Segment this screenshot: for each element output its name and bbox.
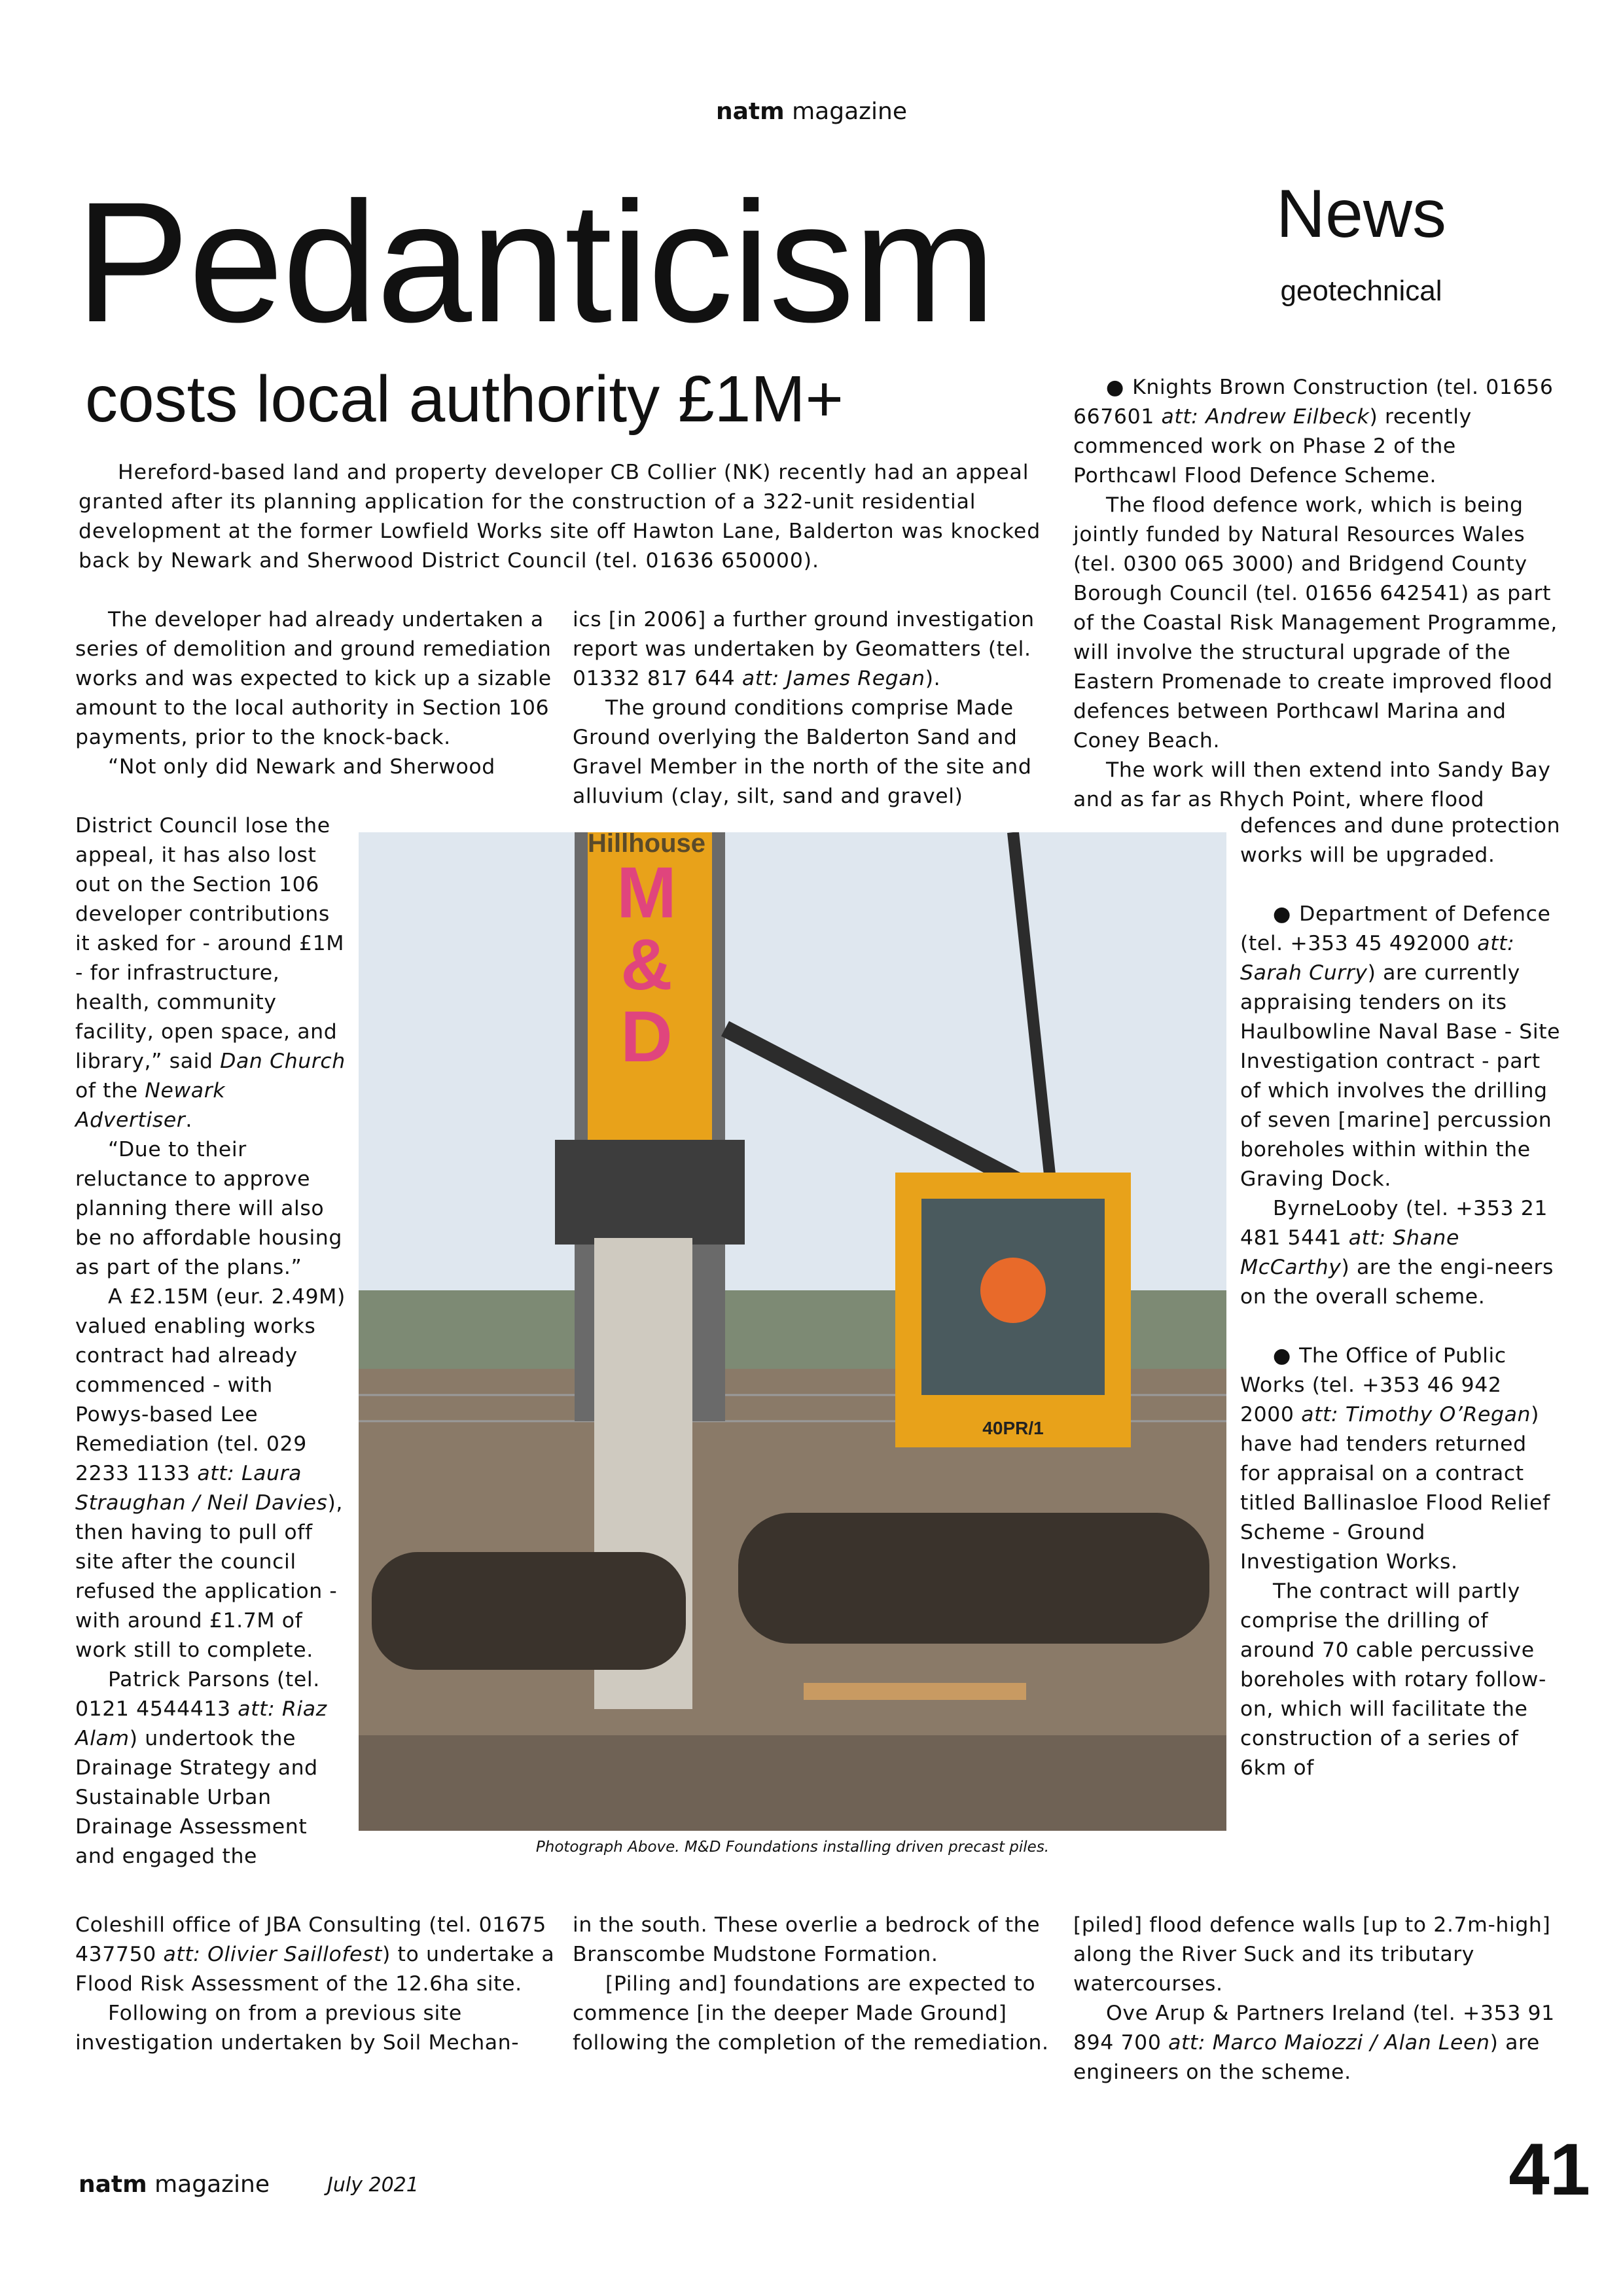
section-title: News [1275,176,1447,252]
footer-magazine-name: natm magazine [79,2171,270,2198]
hammer-logo-m: M [616,853,677,933]
column-2-top: ics [in 2006] a further ground investigation report was undertaken by Geomatters (tel. 01332 817 644 att: James Regan). The ground conditions comprise Made Ground overlying the Balderton Sand and Gravel Member in the north of the site and alluvium (clay, silt, sand and gravel) [573,608,1035,808]
headline: Pedanticism [75,166,995,358]
column-3-top: ● Knights Brown Construction (tel. 01656 667601 att: Andrew Eilbeck) recently commenced work on Phase 2 of the Porthcawl Flood Defence Scheme. The flood defence work, which is being jointly funded by Natural Resources Wales (tel. 0300 065 3000) and Bridgend County Borough Council (tel. 01656 642541) as part of the Coastal Risk Management Programme, will involve the structural upgrade of the Eastern Promenade to create improved flood defences between Porthcawl Marina and Coney Beach. The work will then extend into Sandy Bay and as far as Rhych Point, where flood [1073,373,1558,815]
column-1-narrow: District Council lose the appeal, it has also lost out on the Section 106 developer contributions it asked for - around £1M - for infrastructure, health, community facility, open space, and library,” said Dan Church of the Newark Advertiser. “Due to their reluctance to approve planning there will also be no affordable housing as part of the plans.” A £2.15M (eur. 2.49M) valued enabling works contract had already commenced - with Powys-based Lee Remediation (tel. 029 2233 1133 att: Laura Straughan / Neil Davies), then having to pull off site after the council refused the application - with around £1.7M of work still to complete. Patrick Parsons (tel. 0121 4544413 att: Riaz Alam) undertook the Drainage Strategy and Sustainable Urban Drainage Assessment and engaged the [75,814,346,1868]
hammer-logo-d: D [620,997,673,1077]
hammer-brand: Hillhouse [587,832,706,858]
machine-plate: 40PR/1 [982,1418,1044,1438]
page-number: 41 [1508,2128,1590,2210]
column-3-narrow: defences and dune protection works will be upgraded. ● Department of Defence (tel. +353 45 492000 att: Sarah Curry) are currently appraising tenders on its Haulbowline Naval Base - Site Investigation contract - part of which involves the drilling of seven [marine] percussion boreholes within within the Graving Dock. ByrneLooby (tel. +353 21 481 5441 att: Shane McCarthy) are the engi-neers on the overall scheme. ● The Office of Public Works (tel. +353 46 942 2000 att: Timothy O’Regan) have had tenders returned for appraisal on a contract titled Ballinasloe Flood Relief Scheme - Ground Investigation Works. The contract will partly comprise the drilling of around 70 cable percussive boreholes with rotary follow-on, which will facilitate the construction of a series of 6km of [1240,811,1561,1783]
section-subtitle: geotechnical [1280,275,1442,307]
magazine-masthead: natm magazine [715,98,907,125]
column-1-top: The developer had already undertaken a series of demolition and ground remediation works and was expected to kick up a sizable amount to the local authority in Section 106 payments, prior to the knock-back. “Not only did Newark and Sherwood [75,608,552,779]
hammer-logo-amp: & [620,925,673,1005]
column-1-bottom: Coleshill office of JBA Consulting (tel. 01675 437750 att: Olivier Saillofest) to undertake a Flood Risk Assessment of the 12.6ha site. Following on from a previous site investigation undertaken by Soil Mechan- [75,1913,555,2055]
piling-rig-photo [359,832,1226,1831]
piling-rig-illustration [359,832,1226,1831]
subheadline: costs local authority £1M+ [85,362,844,436]
footer-date: July 2021 [327,2174,419,2197]
column-2-bottom: in the south. These overlie a bedrock of the Branscombe Mudstone Formation. [Piling and] foundations are expected to commence [in the deeper Made Ground] following the completion of the remediation. [573,1913,1049,2055]
photo-caption: Photograph Above. M&D Foundations installing driven precast piles. [535,1839,1050,1856]
column-3-bottom: [piled] flood defence walls [up to 2.7m-high] along the River Suck and its tributary watercourses. Ove Arup & Partners Ireland (tel. +353 91 894 700 att: Marco Maiozzi / Alan Leen) are engineers on the scheme. [1073,1913,1555,2084]
intro-paragraph: Hereford-based land and property developer CB Collier (NK) recently had an appeal granted after its planning application for the construction of a 322-unit residential development at the former Lowfield Works site off Hawton Lane, Balderton was knocked back by Newark and Sherwood District Council (tel. 01636 650000). [79,461,1041,573]
